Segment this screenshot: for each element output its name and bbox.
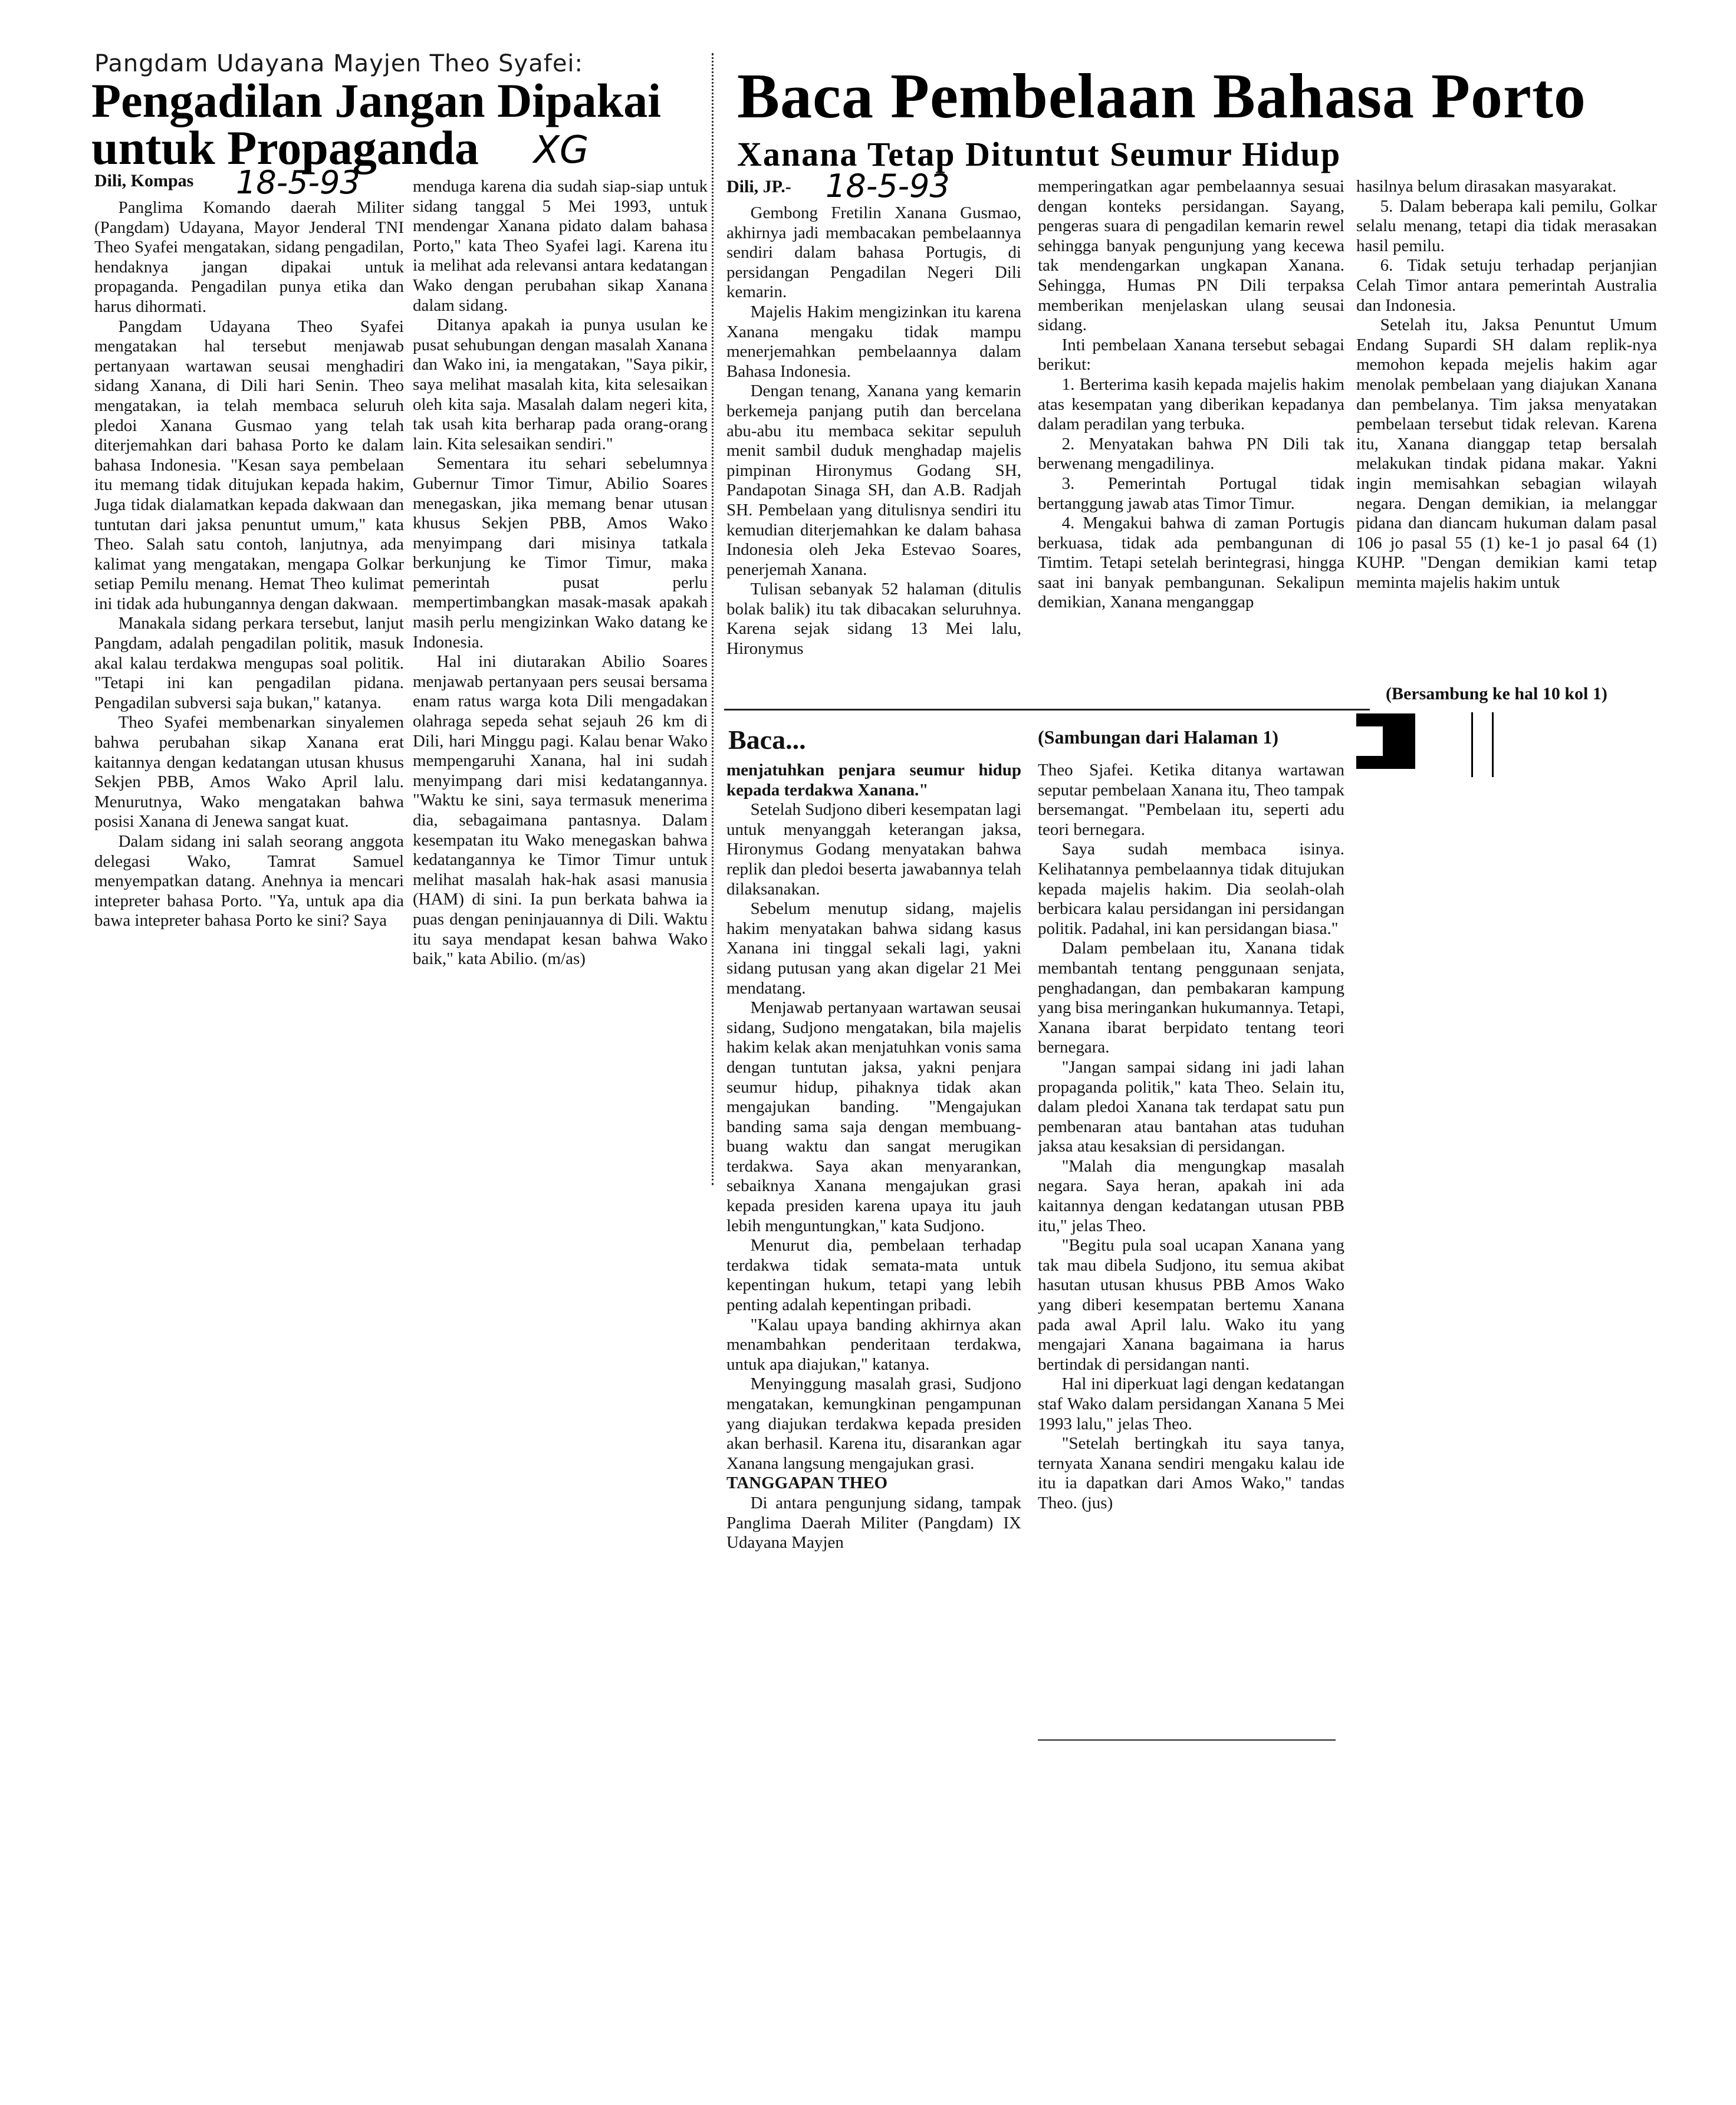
paragraph: Setelah itu, Jaksa Penuntut Umum Endang Supardi SH dalam replik-nya memohon kepada mejelis hakim agar menolak pembelaan yang diajukan Xanana dan pembelanya. Tim jaksa menyatakan pembelaan tersebut tidak relevan. Karena itu, Xanana dianggap tetap bersalah melakukan tindak pidana makar. Yakni ingin memisahkan sebagian wilayah negara. Dengan demikian, ia melanggar pidana dan diancam hukuman dalam pasal 106 jo pasal 55 (1) ke-1 jo pasal 64 (1) KUHP. "Dengan demikian kami tetap meminta majelis hakim untuk	[1356, 315, 1657, 592]
paragraph: Ditanya apakah ia punya usulan ke pusat sehubungan dengan masalah Xanana dan Wako ini, ia mengatakan, "Saya pikir, saya melihat masalah kita, kita selesaikan oleh kita saja. Masalah dalam negeri kita, tak usah kita berharap pada orang-orang lain. Kita selesaikan sendiri."	[413, 315, 708, 453]
paragraph: Theo Syafei membenarkan sinyalemen bahwa perubahan sikap Xanana erat kaitannya dengan kedatangan utusan khusus Sekjen PBB, Amos Wako April lalu. Menurutnya, Wako mengatakan bahwa posisi Xanana di Jenewa sangat kuat.	[94, 713, 404, 831]
right-article-col3	[1356, 177, 1657, 684]
paragraph: Menjawab pertanyaan wartawan seusai sidang, Sudjono mengatakan, bila majelis hakim kelak akan menjatuhkan vonis sama dengan tuntutan jaksa, yakni penjara seumur hidup, pihaknya tidak akan mengajukan banding. "Mengajukan banding sama saja dengan membuang-buang waktu dan sangat merugikan terdakwa. Saya akan menyarankan, sebaiknya Xanana mengajukan grasi kepada presiden karena upaya itu jauh lebih menguntungkan," kata Sudjono.	[726, 998, 1021, 1235]
left-handwritten-date: 18-5-93	[236, 164, 360, 201]
paragraph: Manakala sidang perkara tersebut, lanjut Pangdam, adalah pengadilan politik, masuk akal kalau terdakwa mengupas soal politik. "Tetapi ini kan pengadilan pidana. Pengadilan subversi saja bukan," katanya.	[94, 614, 404, 712]
continuation-col2	[1038, 761, 1344, 1734]
paragraph: "Begitu pula soal ucapan Xanana yang tak mau dibela Sudjono, itu semua akibat hasutan utusan khusus PBB Amos Wako yang diberi kesempatan bertemu Xanana pada awal April lalu. Wako itu yang mengajari Xanana bagaimana ia harus bertindak di persidangan nanti.	[1038, 1236, 1344, 1374]
decorative-line	[1471, 712, 1473, 777]
paragraph: Dalam pembelaan itu, Xanana tidak membantah tentang penggunaan senjata, penghadangan, dan pembakaran kampung yang bisa meringankan hukumannya. Tetapi, Xanana ibarat berpidato tentang teori bernegara.	[1038, 939, 1344, 1057]
right-headline: Baca Pembelaan Bahasa Porto	[737, 61, 1586, 131]
paragraph: 5. Dalam beberapa kali pemilu, Golkar selalu menang, tetapi dia tidak merasakan hasil pemilu.	[1356, 196, 1657, 255]
paragraph: 1. Berterima kasih kepada majelis hakim atas kesempatan yang diberikan kepadanya dalam peradilan yang terbuka.	[1038, 374, 1344, 434]
paragraph: Setelah Sudjono diberi kesempatan lagi untuk menyanggah keterangan jaksa, Hironymus Godang menyatakan bahwa replik dan pledoi beserta jawabannya telah dilaksanakan.	[726, 800, 1021, 899]
left-article-col2	[413, 177, 708, 1189]
paragraph: 2. Menyatakan bahwa PN Dili tak berwenang mengadilinya.	[1038, 434, 1344, 473]
right-article-col2	[1038, 177, 1344, 687]
paragraph: 3. Pemerintah Portugal tidak bertanggung jawab atas Timor Timur.	[1038, 473, 1344, 513]
subhead: TANGGAPAN THEO	[726, 1474, 888, 1493]
paragraph: menduga karena dia sudah siap-siap untuk sidang tanggal 5 Mei 1993, untuk mendengar Xanana pidato dalam bahasa Porto," kata Theo Syafei lagi. Karena itu ia melihat ada relevansi antara kedatangan Wako dengan perubahan sikap Xanana dalam sidang.	[413, 177, 708, 315]
continued-notice: (Bersambung ke hal 10 kol 1)	[1386, 684, 1607, 703]
paragraph: "Setelah bertingkah itu saya tanya, ternyata Xanana sendiri mengaku kalau ide itu ia dapatkan dari Amos Wako," tandas Theo. (jus)	[1038, 1434, 1344, 1512]
paragraph: Gembong Fretilin Xanana Gusmao, akhirnya jadi membacakan pembelaannya sendiri dalam bahasa Portugis, di persidangan Pengadilan Negeri Dili kemarin.	[726, 203, 1021, 302]
decorative-bar	[1383, 726, 1415, 756]
left-headline-line2: untuk Propaganda	[91, 121, 479, 175]
paragraph: Sementara itu sehari sebelumnya Gubernur Timor Timur, Abilio Soares menegaskan, jika memang benar utusan khusus Sekjen PBB, Amos Wako menyimpang dari misinya tatkala berkunjung ke Timor Timur, maka pemerintah pusat perlu mempertimbangkan masak-masak apakah masih perlu mengizinkan Wako datang ke Indonesia.	[413, 454, 708, 652]
paragraph: "Jangan sampai sidang ini jadi lahan propaganda politik," kata Theo. Selain itu, dalam pledoi Xanana tak terdapat satu pun pembenaran atau bantahan atas tuduhan jaksa atau kesaksian di persidangan.	[1038, 1057, 1344, 1156]
continuation-from-label: (Sambungan dari Halaman 1)	[1038, 726, 1279, 748]
paragraph: Dengan tenang, Xanana yang kemarin berkemeja panjang putih dan bercelana abu-abu itu membaca sekitar sepuluh menit sambil duduk menghadap majelis pimpinan Hironymus Godang SH, Pandapotan Sinaga SH, dan A.B. Radjah SH. Pembelaan yang ditulisnya sendiri itu kemudian diterjemahkan ke dalam bahasa Indonesia oleh Jeka Estevao Soares, penerjemah Xanana.	[726, 381, 1021, 579]
paragraph: 6. Tidak setuju terhadap perjanjian Celah Timor antara pemerintah Australia dan Indonesia.	[1356, 256, 1657, 315]
paragraph: Majelis Hakim mengizinkan itu karena Xanana mengaku tidak mampu menerjemahkan pembelaannya dalam Bahasa Indonesia.	[726, 302, 1021, 381]
paragraph: Theo Sjafei. Ketika ditanya wartawan seputar pembelaan Xanana itu, Theo tampak bersemangat. "Pembelaan itu, seperti adu teori bernegara.	[1038, 761, 1344, 839]
paragraph: "Malah dia mengungkap masalah negara. Saya heran, apakah ini ada kaitannya dengan kedatangan utusan PBB itu," jelas Theo.	[1038, 1156, 1344, 1235]
paragraph: Saya sudah membaca isinya. Kelihatannya pembelaannya tidak ditujukan kepada majelis hakim. Dia seolah-olah berbicara kalau persidangan ini persidangan politik. Padahal, ini kan persidangan biasa."	[1038, 840, 1344, 938]
continuation-col1	[726, 761, 1021, 1657]
paragraph: Menyinggung masalah grasi, Sudjono mengatakan, kemungkinan pengampunan yang diajukan terdakwa kepada presiden akan berhasil. Karena itu, disarankan agar Xanana langsung mengajukan grasi.	[726, 1374, 1021, 1473]
decorative-line	[1492, 712, 1494, 777]
left-headline-line1: Pengadilan Jangan Dipakai	[91, 74, 662, 127]
right-handwritten-date: 18-5-93	[826, 167, 950, 205]
section-divider	[724, 709, 1370, 711]
paragraph: "Kalau upaya banding akhirnya akan menambahkan penderitaan terdakwa, untuk apa diajukan," katanya.	[726, 1315, 1021, 1374]
paragraph: Inti pembelaan Xanana tersebut sebagai berikut:	[1038, 335, 1344, 374]
left-kicker: Pangdam Udayana Mayjen Theo Syafei:	[94, 50, 584, 77]
paragraph: Menurut dia, pembelaan terhadap terdakwa tidak semata-mata untuk kepentingan hukum, tetapi yang lebih penting adalah kepentingan pribadi.	[726, 1236, 1021, 1315]
decorative-bar	[1356, 713, 1415, 726]
paragraph: Panglima Komando daerah Militer (Pangdam) Udayana, Mayor Jenderal TNI Theo Syafei mengatakan, sidang pengadilan, hendaknya jangan dipakai untuk propaganda. Pengadilan punya etika dan harus dihormati.	[94, 198, 404, 316]
paragraph: hasilnya belum dirasakan masyarakat.	[1356, 177, 1617, 196]
paragraph: 4. Mengakui bahwa di zaman Portugis berkuasa, tidak ada pembangunan di Timtim. Tetapi setelah berintegrasi, hingga saat ini banyak pembangunan. Sekalipun demikian, Xanana menganggap	[1038, 514, 1344, 612]
right-article-col1	[726, 203, 1021, 687]
paragraph: Hal ini diutarakan Abilio Soares menjawab pertanyaan pers seusai bersama enam ratus warga kota Dili mengadakan olahraga sepeda sehat sejauh 26 km di Dili, hari Minggu pagi. Kalau benar Wako mempengaruhi Xanana, hal ini sudah menyimpang dari misi kedatangannya. "Waktu ke sini, saya termasuk menerima dia, sebagaimana pantasnya. Dalam kesempatan itu Wako menegaskan bahwa kedatangannya ke Timor Timur untuk melihat masalah hak-hak asasi manusia (HAM) di sini. Ia pun berkata bahwa ia puas dengan peninjauannya di Dili. Waktu itu saya mendapat kesan bahwa Wako baik," kata Abilio. (m/as)	[413, 652, 708, 969]
paragraph: Di antara pengunjung sidang, tampak Panglima Daerah Militer (Pangdam) IX Udayana Mayjen	[726, 1493, 1021, 1553]
paragraph: menjatuhkan penjara seumur hidup kepada terdakwa Xanana."	[726, 761, 1021, 800]
paragraph: Hal ini diperkuat lagi dengan kedatangan staf Wako dalam persidangan Xanana 5 Mei 1993 lalu," jelas Theo.	[1038, 1374, 1344, 1433]
end-rule	[1038, 1739, 1336, 1741]
right-subheadline: Xanana Tetap Dituntut Seumur Hidup	[737, 135, 1342, 173]
decorative-bar	[1356, 756, 1415, 769]
left-dateline: Dili, Kompas	[94, 171, 194, 190]
paragraph: memperingatkan agar pembelaannya sesuai dengan konteks persidangan. Sayang, pengeras suara di pengadilan kemarin rewel sehingga banyak pengunjung yang kecewa tak mendengarkan ungkapan Xanana. Sehingga, Humas PN Dili terpaksa memberikan menjelaskan ulang seusai sidang.	[1038, 177, 1344, 335]
continuation-label: Baca...	[728, 725, 806, 755]
paragraph: Pangdam Udayana Theo Syafei mengatakan hal tersebut menjawab pertanyaan wartawan seusai menghadiri sidang Xanana, di Dili hari Senin. Theo mengatakan, ia telah membaca seluruh pledoi Xanana Gusmao yang telah diterjemahkan dari bahasa Porto ke dalam bahasa Indonesia. "Kesan saya pembelaan itu memang tidak ditujukan kepada hakim, Juga tidak dialamatkan kepada dakwaan dan tuntutan dari jaksa penuntut umum," kata Theo. Salah satu contoh, lanjutnya, ada kalimat yang mengatakan, mengapa Golkar setiap Pemilu menang. Hemat Theo kulimat ini tidak ada hubungannya dengan dakwaan.	[94, 317, 404, 613]
paragraph: Tulisan sebanyak 52 halaman (ditulis bolak balik) itu tak dibacakan seluruhnya. Karena sejak sidang 13 Mei lalu, Hironymus	[726, 580, 1021, 659]
column-divider	[712, 53, 714, 1185]
paragraph: Dalam sidang ini salah seorang anggota delegasi Wako, Tamrat Samuel menyempatkan datang. Anehnya ia mencari intepreter bahasa Porto. "Ya, untuk apa dia bawa intepreter bahasa Porto ke sini? Saya	[94, 832, 404, 930]
right-dateline: Dili, JP.-	[726, 177, 791, 196]
left-article-col1	[94, 198, 404, 1189]
handwritten-code: XG	[534, 129, 589, 172]
paragraph: Sebelum menutup sidang, majelis hakim menyatakan bahwa sidang kasus Xanana ini tinggal sekali lagi, yakni sidang putusan yang akan digelar 21 Mei mendatang.	[726, 899, 1021, 998]
